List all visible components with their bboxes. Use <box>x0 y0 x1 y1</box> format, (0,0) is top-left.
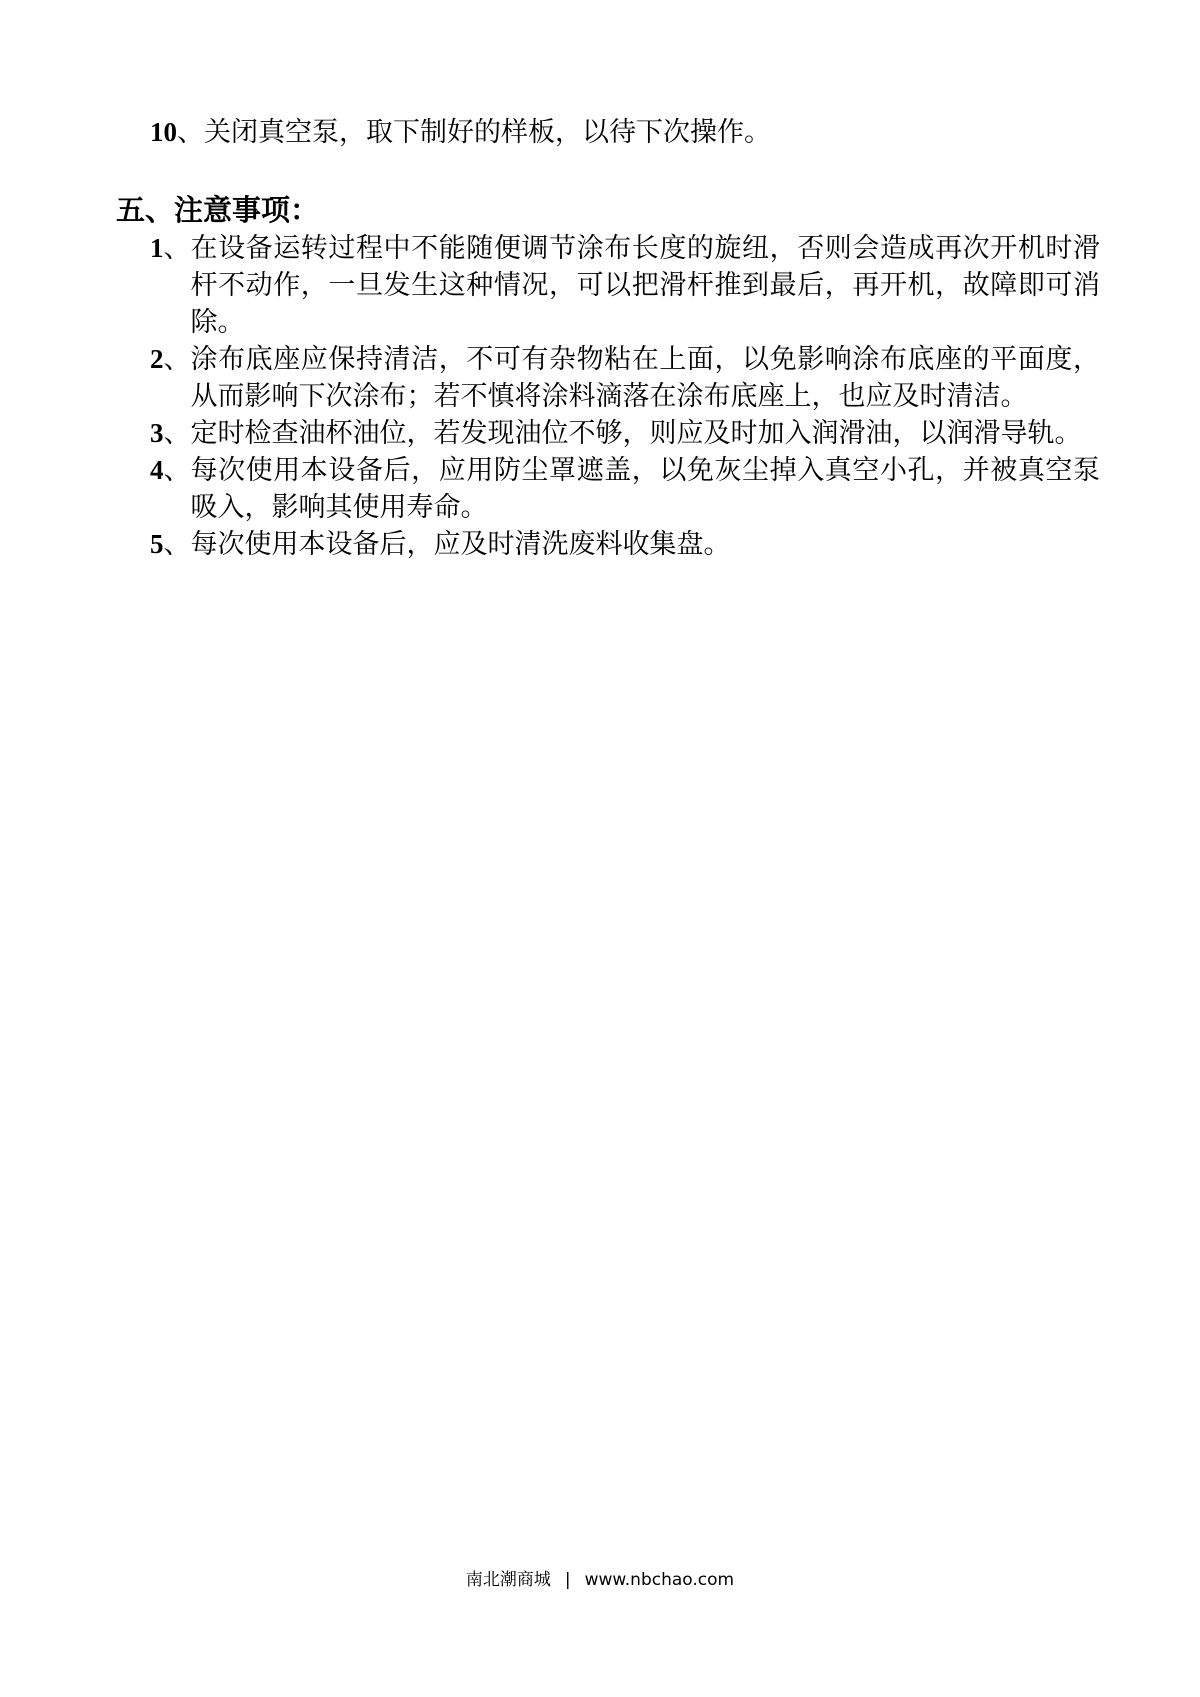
note-number: 3、 <box>150 418 191 449</box>
note-text: 涂布底座应保持清洁，不可有杂物粘在上面，以免影响涂布底座的平面度，从而影响下次涂布；若不慎将涂料滴落在涂布底座上，也应及时清洁。 <box>190 344 1100 412</box>
footer-site-name: 南北潮商城 <box>465 1570 551 1590</box>
note-text: 定时检查油杯油位，若发现油位不够，则应及时加入润滑油，以润滑导轨。 <box>190 418 1082 449</box>
notes-list <box>150 230 1100 563</box>
note-item-4 <box>150 452 1100 526</box>
note-text: 每次使用本设备后，应及时清洗废料收集盘。 <box>190 529 731 560</box>
note-item-2 <box>150 341 1100 415</box>
note-number: 4、 <box>150 455 191 486</box>
previous-step-line <box>150 112 1110 153</box>
note-item-3 <box>150 415 1100 452</box>
footer-url[interactable]: www.nbchao.com <box>584 1570 735 1590</box>
note-number: 5、 <box>150 529 191 560</box>
note-number: 1、 <box>150 233 191 264</box>
note-text: 每次使用本设备后，应用防尘罩遮盖，以免灰尘掉入真空小孔，并被真空泵吸入，影响其使用寿命。 <box>190 455 1100 523</box>
note-number: 2、 <box>150 344 191 375</box>
page-footer <box>0 1568 1200 1592</box>
note-item-1 <box>150 230 1100 341</box>
previous-step-separator: 、 <box>177 117 204 148</box>
note-text: 在设备运转过程中不能随便调节涂布长度的旋纽，否则会造成再次开机时滑杆不动作，一旦发生这种情况，可以把滑杆推到最后，再开机，故障即可消除。 <box>190 233 1100 338</box>
previous-step-number: 10 <box>150 117 177 147</box>
section-heading: 五、注意事项： <box>116 193 320 227</box>
previous-step-text: 关闭真空泵，取下制好的样板，以待下次操作。 <box>204 117 771 148</box>
footer-separator: | <box>564 1570 571 1590</box>
note-item-5 <box>150 526 1100 563</box>
